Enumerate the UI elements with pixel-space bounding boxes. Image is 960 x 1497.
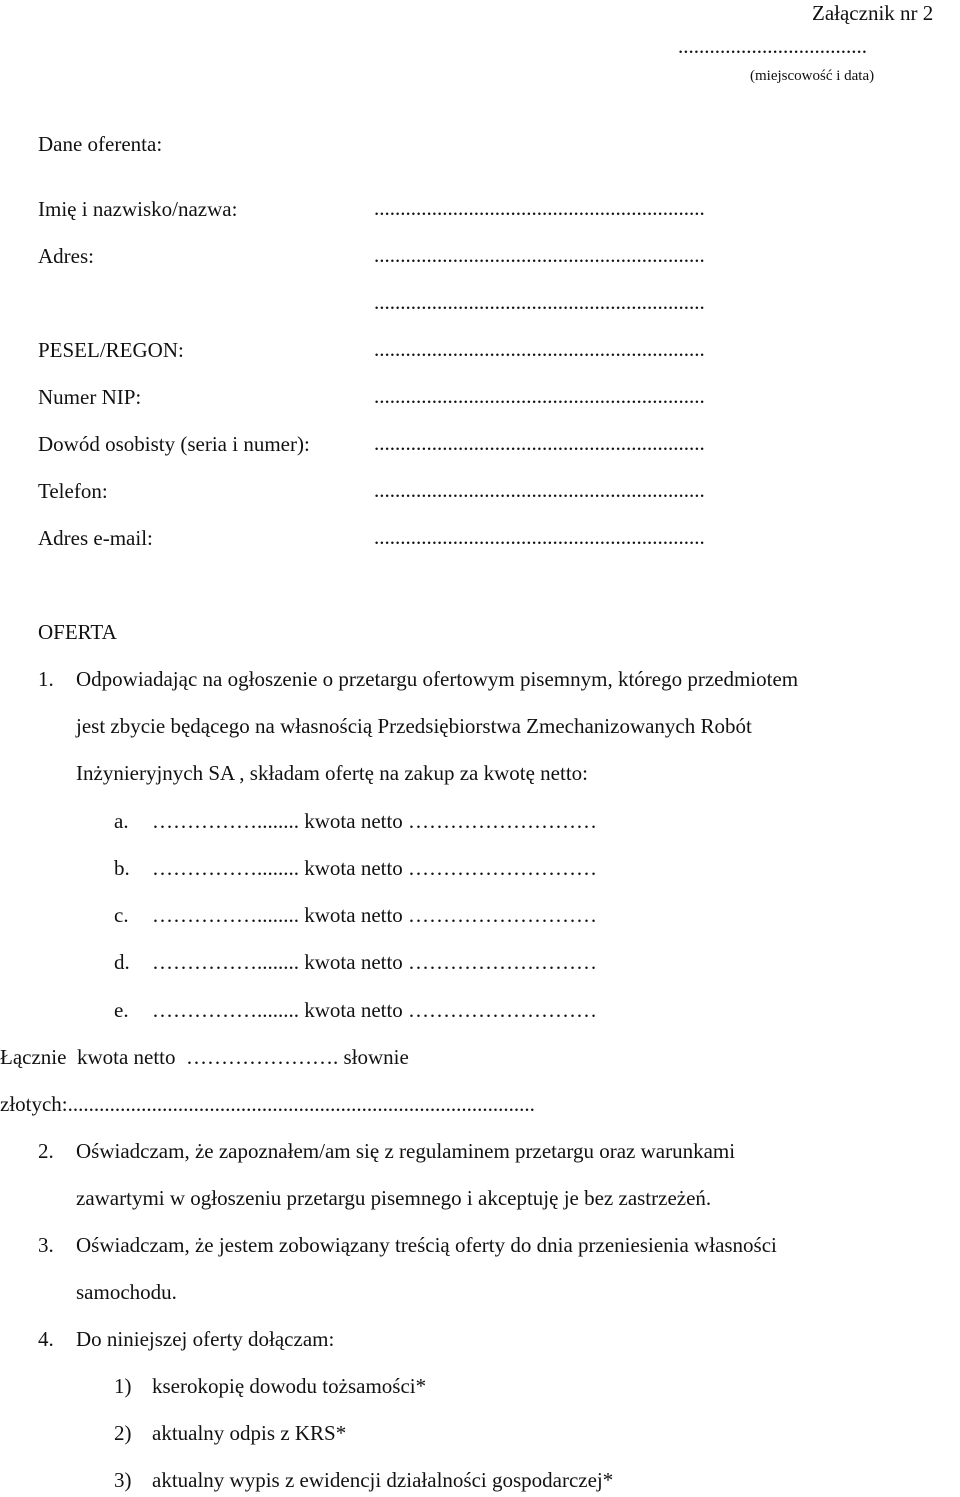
field-label-email: Adres e-mail: [38, 526, 153, 550]
field-label-name: Imię i nazwisko/nazwa: [38, 197, 238, 221]
attachment-1-number: 1) [114, 1374, 132, 1398]
point-2-line-1: Oświadczam, że zapoznałem/am się z regulaminem przetargu oraz warunkami [76, 1139, 736, 1163]
field-value-address: ............................................................... [374, 243, 705, 267]
item-letter-b: b. [114, 856, 130, 880]
item-line-c: ……………........ kwota netto ……………………… [152, 903, 598, 927]
field-label-pesel: PESEL/REGON: [38, 338, 184, 362]
field-label-phone: Telefon: [38, 479, 108, 503]
item-letter-c: c. [114, 903, 129, 927]
field-value-name: ............................................................... [374, 196, 705, 220]
offer-title: OFERTA [38, 620, 117, 644]
field-value-pesel: ............................................................... [374, 337, 705, 361]
field-label-id-card: Dowód osobisty (seria i numer): [38, 432, 310, 456]
item-line-a: ……………........ kwota netto ……………………… [152, 809, 598, 833]
field-value-id-card: ............................................................... [374, 431, 705, 455]
field-value-phone: ............................................................... [374, 478, 705, 502]
point-4-text: Do niniejszej oferty dołączam: [76, 1327, 335, 1351]
point-4-number: 4. [38, 1327, 54, 1351]
field-label-address: Adres: [38, 244, 94, 268]
place-date-field: .................................... [678, 34, 867, 58]
item-line-b: ……………........ kwota netto ……………………… [152, 856, 598, 880]
point-1-line-1: Odpowiadając na ogłoszenie o przetargu ofertowym pisemnym, którego przedmiotem [76, 667, 799, 691]
field-label-nip: Numer NIP: [38, 385, 142, 409]
point-3-number: 3. [38, 1233, 54, 1257]
amount-in-words-line: złotych:......................................................................................... [0, 1092, 535, 1116]
total-amount-line: Łącznie kwota netto …………………. słownie [0, 1045, 409, 1069]
attachment-3-number: 3) [114, 1468, 132, 1492]
item-line-e: ……………........ kwota netto ……………………… [152, 998, 598, 1022]
place-date-label: (miejscowość i data) [750, 68, 875, 84]
point-2-line-2: zawartymi w ogłoszeniu przetargu pisemnego i akceptuję je bez zastrzeżeń. [76, 1186, 712, 1210]
point-3-line-1: Oświadczam, że jestem zobowiązany treścią oferty do dnia przeniesienia własności [76, 1233, 777, 1257]
point-1-line-3: Inżynieryjnych SA , składam ofertę na zakup za kwotę netto: [76, 761, 588, 785]
item-letter-d: d. [114, 950, 130, 974]
item-letter-a: a. [114, 809, 129, 833]
attachment-2-number: 2) [114, 1421, 132, 1445]
field-value-address-2: ............................................................... [374, 290, 705, 314]
attachment-2-text: aktualny odpis z KRS* [152, 1421, 347, 1445]
item-line-d: ……………........ kwota netto ……………………… [152, 950, 598, 974]
item-letter-e: e. [114, 998, 129, 1022]
point-2-number: 2. [38, 1139, 54, 1163]
bidder-section-title: Dane oferenta: [38, 132, 163, 156]
point-1-line-2: jest zbycie będącego na własnością Przedsiębiorstwa Zmechanizowanych Robót [76, 714, 752, 738]
attachment-1-text: kserokopię dowodu tożsamości* [152, 1374, 427, 1398]
attachment-number: Załącznik nr 2 [812, 1, 934, 25]
field-value-nip: ............................................................... [374, 384, 705, 408]
point-3-line-2: samochodu. [76, 1280, 177, 1304]
point-1-number: 1. [38, 667, 54, 691]
field-value-email: ............................................................... [374, 525, 705, 549]
attachment-3-text: aktualny wypis z ewidencji działalności gospodarczej* [152, 1468, 614, 1492]
